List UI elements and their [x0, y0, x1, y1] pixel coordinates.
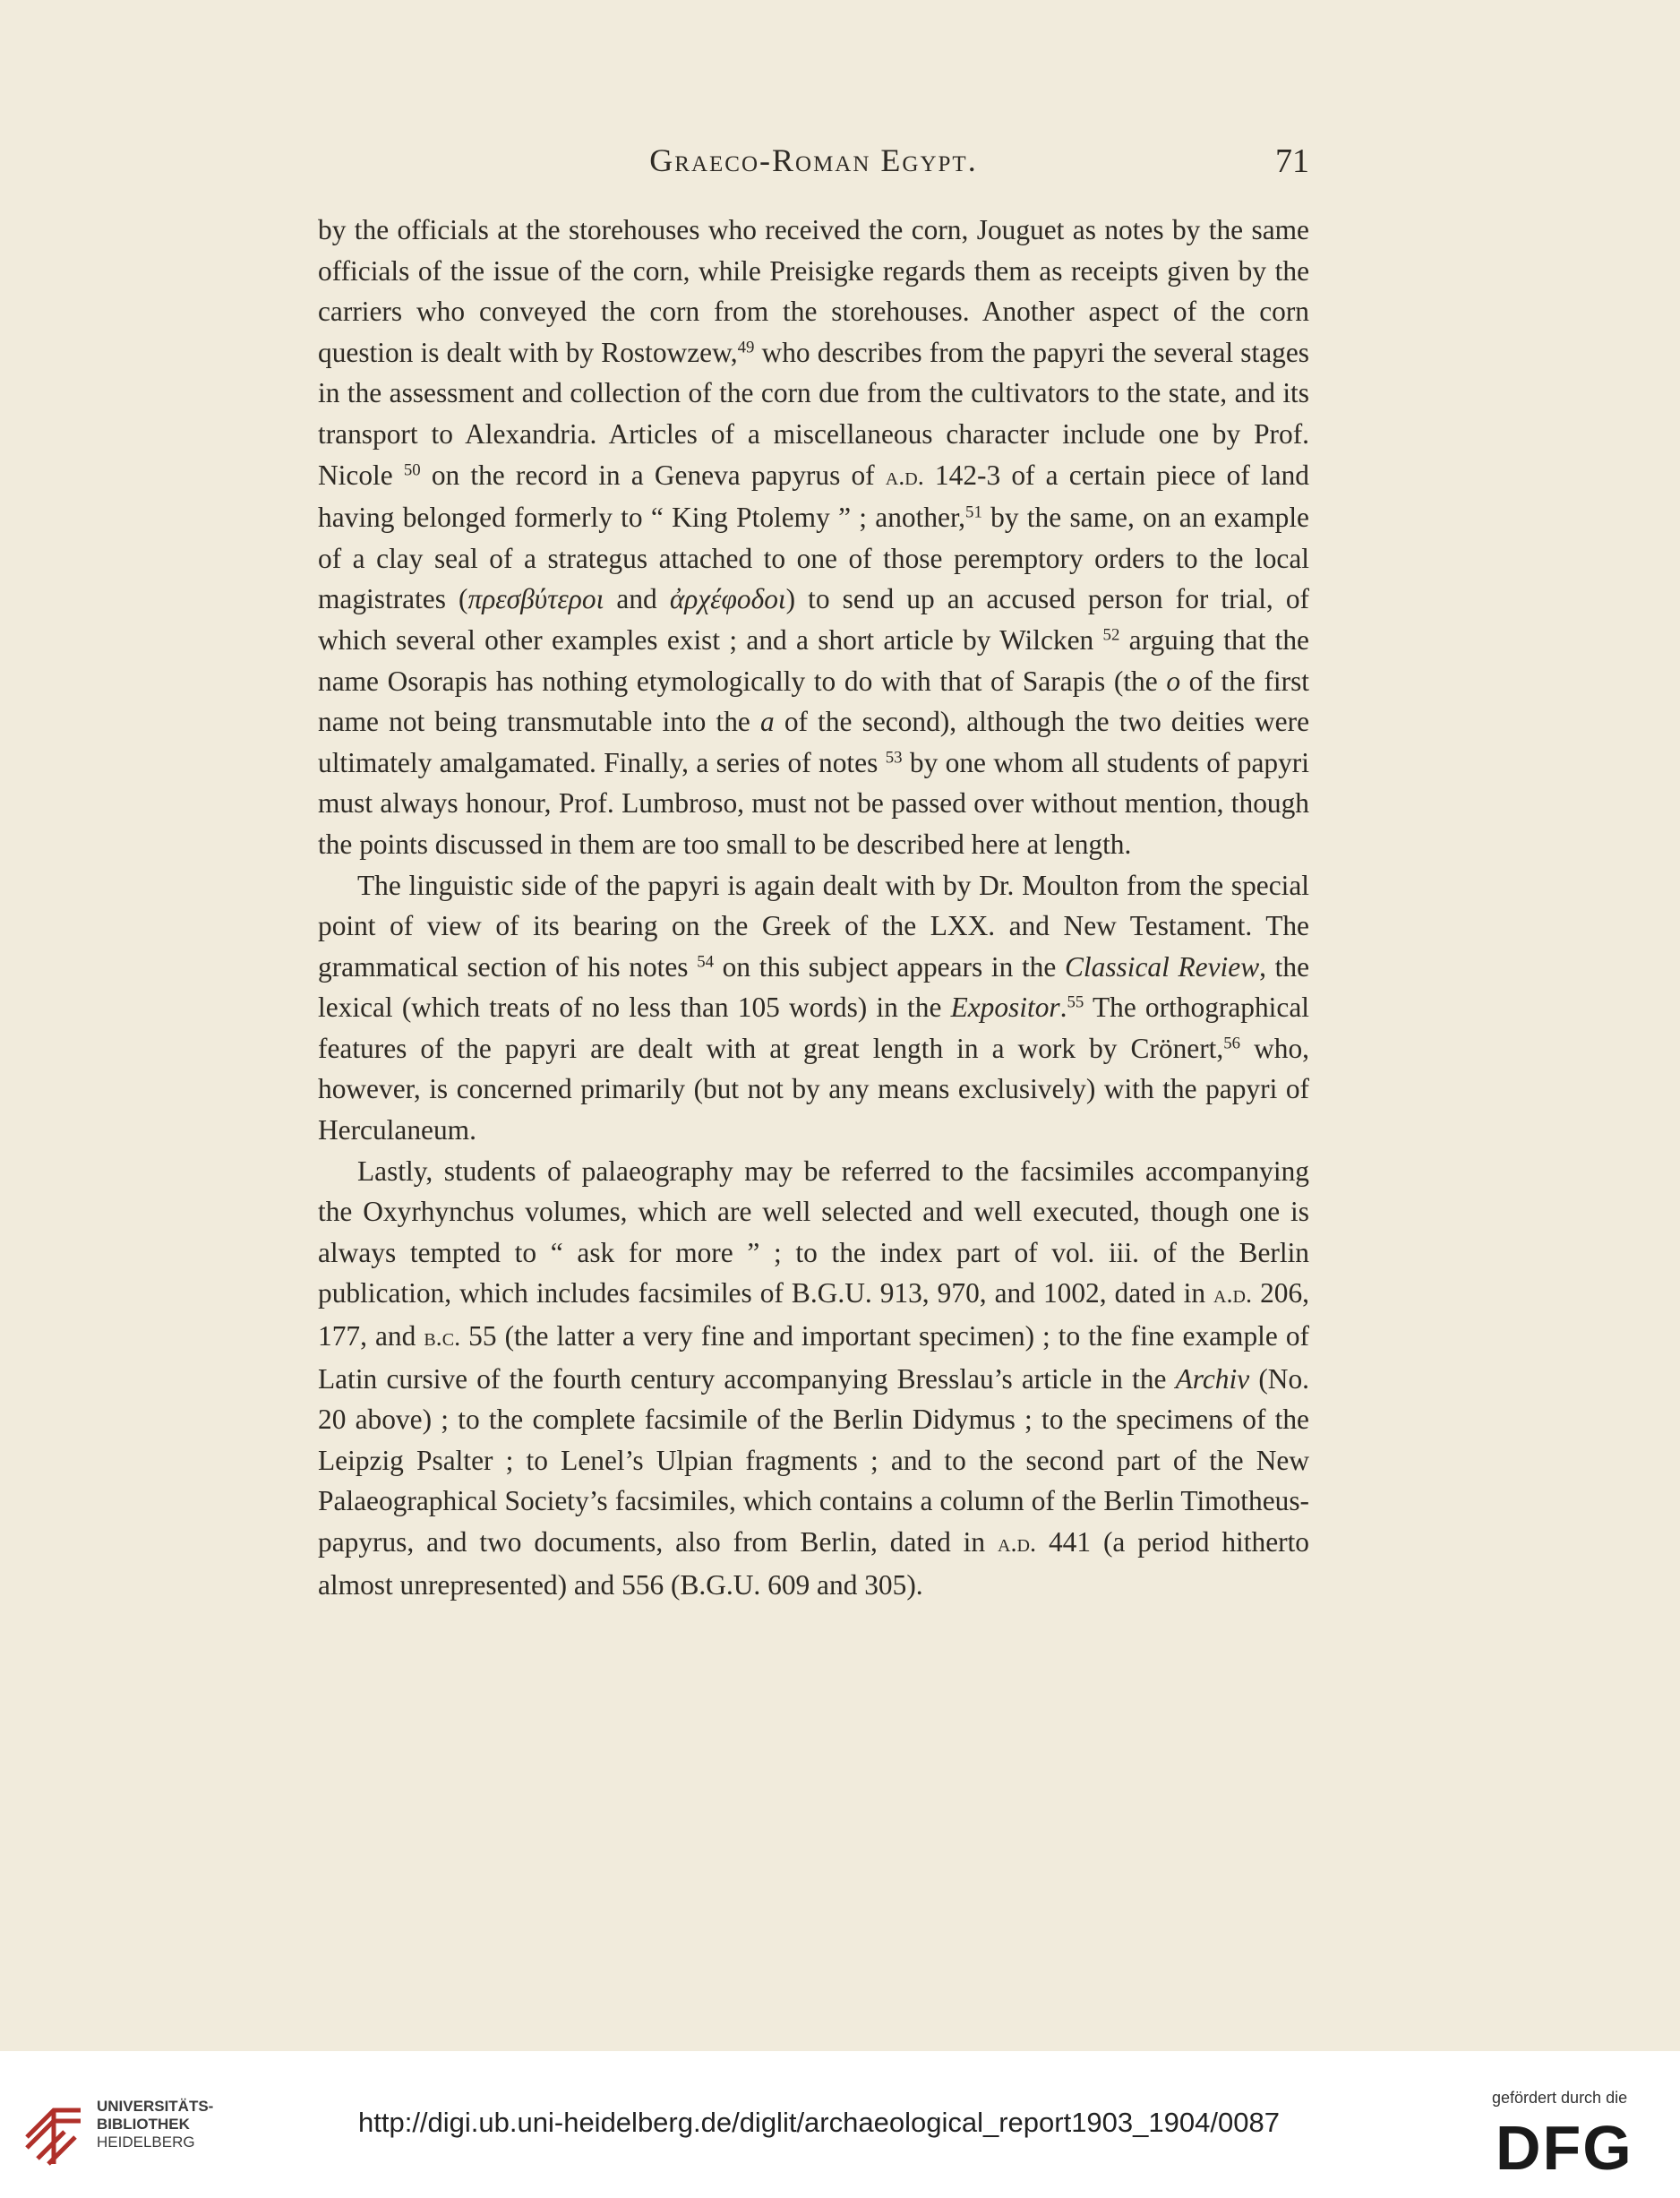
footnote-ref: 54 — [697, 952, 715, 972]
text-run: of the first name not being transmutable into the — [318, 665, 1310, 738]
text-run: ) to send up an accused person for trial, of which several other examples exist ; and a short article by Wilcken — [318, 583, 1310, 656]
text-run: by the same, on an example of a clay seal of a strategus attached to one of those peremptory orders to the local magistrates ( — [318, 502, 1309, 615]
text-run: who, however, is concerned primarily (but not by any means exclusively) with the papyri of Herculaneum. — [318, 1032, 1309, 1146]
small-caps-text: b.c. — [424, 1324, 461, 1352]
italic-text: Classical Review — [1064, 950, 1260, 983]
body-text — [318, 210, 1309, 1605]
italic-text: o — [1166, 665, 1181, 697]
footnote-ref: 52 — [1102, 625, 1120, 645]
text-run: on this subject appears in the — [714, 950, 1065, 983]
text-run: (No. 20 above) ; to the complete facsimile of the Berlin Didymus ; to the specimens of the Leipzig Psalter ; to Lenel’s Ulpian fragments ; and to the second part of the New Palaeographical Society’s facsimiles, which contains a column of the Berlin Timotheus-papyrus, and two documents, also from Berlin, dated in — [318, 1362, 1309, 1558]
text-run: by one whom all students of papyri must always honour, Prof. Lumbroso, must not be passed over without mention, though the points discussed in them are too small to be described here at length. — [318, 746, 1309, 860]
library-name-line: HEIDELBERG — [97, 2134, 195, 2151]
italic-text: ἀρχέφοδοι — [669, 583, 786, 615]
source-url-link[interactable]: http://digi.ub.uni-heidelberg.de/diglit/archaeological_report1903_1904/0087 — [358, 2107, 1280, 2138]
page-number: 71 — [1275, 142, 1309, 180]
text-run: 142-3 of a certain piece of land having belonged formerly to “ King Ptolemy ” ; another, — [318, 459, 1309, 534]
text-run: and — [604, 583, 670, 615]
paragraph — [318, 865, 1309, 1151]
footnote-ref: 55 — [1067, 992, 1084, 1012]
text-run: 206, 177, and — [318, 1277, 1310, 1352]
dfg-logo-text: DFG — [1496, 2117, 1633, 2177]
text-run: who describes from the papyri the several stages in the assessment and collection of the corn due from the cultivators to the state, and its transport to Alexandria. Articles of a miscellaneous character include one by Prof. Nicole — [318, 336, 1309, 491]
text-run: by the officials at the storehouses who received the corn, Jouguet as notes by the same officials of the issue of the corn, while Preisigke regards them as receipts given by the carriers who conveyed the corn from the storehouses. Another aspect of the corn question is dealt with by Rostowzew, — [318, 214, 1309, 368]
digitization-footer — [0, 2051, 1680, 2198]
text-run: arguing that the name Osorapis has nothing etymologically to do with that of Sarapis (the — [318, 623, 1309, 697]
text-run: of the second), although the two deities were ultimately amalgamated. Finally, a series of notes — [318, 706, 1310, 778]
funding-label: gefördert durch die — [1492, 2089, 1628, 2107]
running-header — [318, 142, 1309, 188]
small-caps-text: a.d. — [998, 1530, 1037, 1558]
university-library-logo-icon — [18, 2083, 88, 2169]
footnote-ref: 50 — [403, 460, 421, 480]
text-run: , the lexical (which treats of no less than 105 words) in the — [318, 950, 1310, 1024]
text-run: 55 (the latter a very fine and important specimen) ; to the fine example of Latin cursive of the fourth century accompanying Bresslau’s article in the — [318, 1320, 1309, 1395]
italic-text: Archiv — [1175, 1362, 1250, 1395]
footnote-ref: 51 — [965, 502, 982, 522]
library-name — [97, 2098, 213, 2151]
library-name-line: BIBLIOTHEK — [97, 2116, 190, 2133]
footnote-ref: 53 — [885, 748, 903, 768]
paragraph — [318, 210, 1309, 865]
text-run: 441 (a period hitherto almost unrepresented) and 556 (B.G.U. 609 and 305). — [318, 1526, 1309, 1601]
small-caps-text: a.d. — [885, 462, 924, 491]
text-run: The orthographical features of the papyri are dealt with at great length in a work by Crönert, — [318, 992, 1309, 1064]
italic-text: Expositor — [950, 992, 1060, 1024]
text-run: on the record in a Geneva papyrus of — [420, 459, 886, 491]
italic-text: πρεσβύτεροι — [467, 583, 604, 615]
text-run: . — [1059, 992, 1067, 1024]
footnote-ref: 49 — [737, 338, 755, 357]
dfg-logo-icon — [1496, 2117, 1657, 2177]
text-run: Lastly, students of palaeography may be referred to the facsimiles accompanying the Oxyrhynchus volumes, which are well selected and well executed, though one is always tempted to “ ask for more ” ; to the index part of vol. iii. of the Berlin publication, which includes facsimiles of B.G.U. 913, 970, and 1002, dated in — [318, 1155, 1309, 1309]
italic-text: a — [760, 706, 775, 738]
paragraph — [318, 1151, 1309, 1606]
text-run: The linguistic side of the papyri is again dealt with by Dr. Moulton from the special point of view of its bearing on the Greek of the LXX. and New Testament. The grammatical section of his notes — [318, 869, 1309, 983]
footnote-ref: 56 — [1223, 1034, 1241, 1053]
library-name-line: UNIVERSITÄTS- — [97, 2098, 214, 2115]
small-caps-text: a.d. — [1213, 1281, 1253, 1309]
running-title: Graeco-Roman Egypt. — [649, 142, 978, 178]
